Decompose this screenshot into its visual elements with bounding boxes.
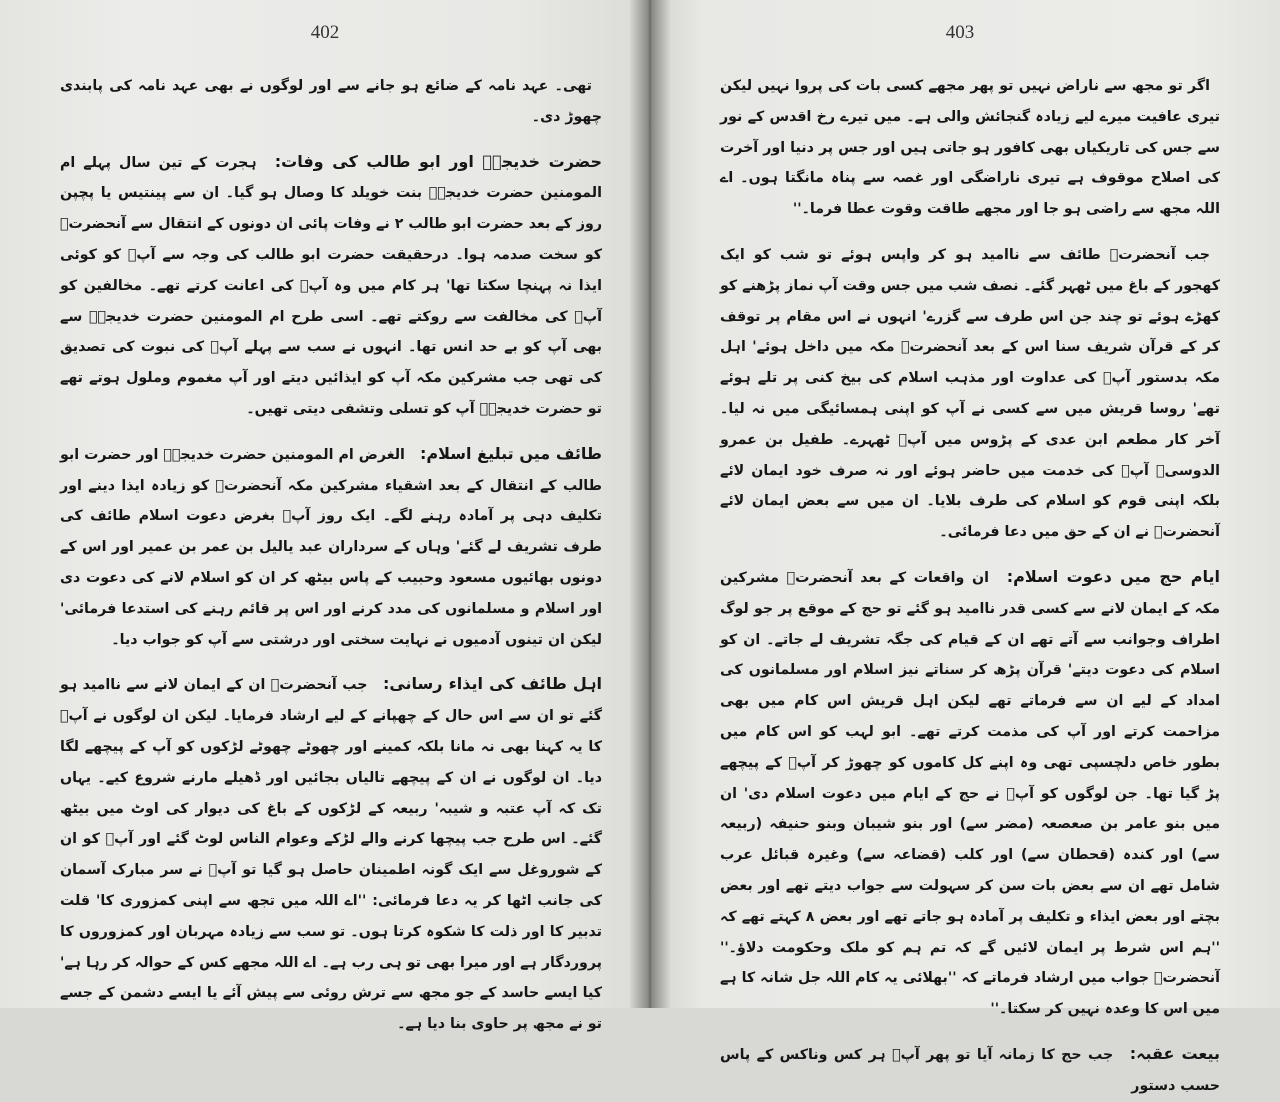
paragraph (720, 70, 1220, 225)
right-page (640, 0, 1280, 1094)
left-page-text (60, 70, 603, 1033)
right-page-text (720, 70, 1221, 1094)
paragraph (60, 70, 602, 133)
page-number: 403 (945, 22, 975, 43)
section-heading: طائف میں تبلیغ اسلام: (419, 443, 602, 463)
paragraph (720, 562, 1220, 1025)
paragraph (60, 147, 602, 425)
section-heading: بیعت عقبہ: (1129, 1043, 1221, 1063)
book-gutter (630, 0, 670, 1008)
paragraph-text: جب آنحضرتؐ ان کے ایمان لانے سے ناامید ہو گئے تو ان سے اس حال کے چھپانے کے لیے ارشاد فرمایا۔ لیکن ان لوگوں نے آپؐ کا یہ کہنا بھی نہ مانا بلکہ کمینے اور چھوٹے چھوٹے لڑکوں کو آپ کے پیچھے لگا دیا۔ ان لوگوں نے ان کے پیچھے تالیاں بجائیں اور ڈھیلے مارنے شروع کیے۔ یہاں تک کہ آپ عتبہ و شیبہ' ربیعہ کے لڑکوں کے باغ کی دیوار کی اوٹ میں بیٹھ گئے۔ اس طرح جب پیچھا کرنے والے لڑکے وعوام الناس لوٹ گئے اور آپؐ کو ان کے شوروغل سے ایک گونہ اطمینان حاصل ہو گیا تو آپؐ نے سر مبارک آسمان کی جانب اٹھا کر یہ دعا فرمائی: ''اے اللہ میں تجھ سے اپنی کمزوری کا' قلت تدبیر کا اور ذلت کا شکوہ کرتا ہوں۔ تو سب سے زیادہ مہربان اور کمزوروں کا پروردگار ہے اور میرا بھی تو ہی رب ہے۔ اے اللہ مجھے کس کے حوالہ کر رہا ہے' کیا ایسے حاسد کے جو مجھ سے ترش روئی سے پیش آئے یا ایسے دشمن کے جسے تو نے مجھ پر حاوی بنا دیا ہے۔ (60, 677, 602, 1033)
section-heading: ایام حج میں دعوت اسلام: (1006, 566, 1220, 586)
section-heading: اہل طائف کی ایذاء رسانی: (382, 674, 603, 694)
section-heading: حضرت خدیجہؓ اور ابو طالب کی وفات: (274, 151, 602, 171)
paragraph (720, 1039, 1220, 1102)
paragraph (60, 439, 602, 656)
paragraph-text: جب حج کا زمانہ آیا تو پھر آپؐ ہر کس وناکس کے پاس حسب دستور (720, 1046, 1220, 1094)
paragraph (60, 669, 602, 1040)
page-number: 402 (310, 22, 340, 43)
paragraph-text: جب آنحضرتؐ طائف سے ناامید ہو کر واپس ہوئے تو شب کو ایک کھجور کے باغ میں ٹھہر گئے۔ نصف شب میں جس وقت آپ نماز پڑھنے کو کھڑے ہوئے تو چند جن اس طرف سے گزرے' انہوں نے اس مقام پر توقف کر کے قرآن شریف سنا اس کے بعد آنحضرتؐ مکہ میں داخل ہوئے' اہل مکہ بدستور آپؐ کی عداوت اور مذہب اسلام کی بیخ کنی پر تلے ہوئے تھے' روسا قریش میں سے کسی نے آپ کو اپنی ہمسائیگی میں نہ لیا۔ آخر کار مطعم ابن عدی کے پڑوس میں آپؐ ٹھہرے۔ طفیل بن عمرو الدوسیؓ آپؐ کی خدمت میں حاضر ہوئے اور نہ صرف خود ایمان لائے بلکہ اپنی قوم کو اسلام کی طرف بلایا۔ ان میں سے بعض ایمان لائے آنحضرتؐ نے ان کے حق میں دعا فرمائی۔ (720, 246, 1220, 541)
paragraph-text: ہجرت کے تین سال پہلے ام المومنین حضرت خدیجہؓ بنت خویلد کا وصال ہو گیا۔ ان سے پینتیس یا پچپن روز کے بعد حضرت ابو طالب ۲ نے وفات پائی ان دونوں کے انتقال سے آنحضرتؐ کو سخت صدمہ ہوا۔ درحقیقت حضرت ابو طالب کی وجہ سے آپؐ کو کوئی ایذا نہ پہنچا سکتا تھا' ہر کام میں وہ آپؐ کی اعانت کرتے تھے۔ مخالفین کو آپؐ کی مخالفت سے روکتے تھے۔ اسی طرح ام المومنین حضرت خدیجہؓ سے بھی آپ کو بے حد انس تھا۔ انہوں نے سب سے پہلے آپؐ کی نبوت کی تصدیق کی تھی جب مشرکین مکہ آپ کو ایذائیں دیتے اور آپ مغموم وملول ہوتے تھے تو حضرت خدیجہؓ آپ کو تسلی وتشفی دیتی تھیں۔ (60, 154, 602, 417)
paragraph (720, 239, 1220, 548)
paragraph-text: ان واقعات کے بعد آنحضرتؐ مشرکین مکہ کے ایمان لانے سے کسی قدر ناامید ہو گئے تو حج کے موقع پر جو لوگ اطراف وجوانب سے آتے تھے ان کے قیام کی جگہ تشریف لے جاتے۔ ان کو اسلام کی دعوت دیتے' قرآن پڑھ کر سناتے نیز اسلام اور مسلمانوں کی امداد کے لیے ان سے فرماتے تھے لیکن اہل قریش اس کام میں بھی مزاحمت کرتے اور آپ کی مذمت کرتے تھے۔ ابو لہب کو اس کام میں بطور خاص دلچسپی تھی وہ اپنے کل کاموں کو چھوڑ کر آپؐ کے پیچھے پڑ گیا تھا۔ جن لوگوں کو آپؐ نے حج کے ایام میں دعوت اسلام دی' ان میں بنو عامر بن صعصعہ (مضر سے) اور بنو شیبان وبنو حنیفہ (ربیعہ سے) اور کندہ (قحطان سے) اور کلب (قضاعہ سے) وغیرہ قبائل عرب شامل تھے ان سے بعض بات سن کر سہولت سے جواب دیتے تھے اور بعض بچتے اور بعض ایذاء و تکلیف پر آمادہ ہو جاتے تھے اور بعض ۸ کہتے تھے کہ ''ہم اس شرط پر ایمان لائیں گے کہ تم ہم کو ملک وحکومت دلاؤ۔'' آنحضرتؐ جواب میں ارشاد فرماتے کہ ''بھلائی یہ کام اللہ جل شانہ کا ہے میں اس کا وعدہ نہیں کر سکتا۔'' (720, 569, 1221, 1018)
paragraph-text: اگر تو مجھ سے ناراض نہیں تو پھر مجھے کسی بات کی پروا نہیں لیکن تیری عافیت میرے لیے زیادہ گنجائش والی ہے۔ میں تیرے رخ اقدس کے نور سے جس کی تاریکیاں بھی کافور ہو جاتی ہیں اور جس پر دنیا اور آخرت کی اصلاح موقوف ہے تیری ناراضگی اور غصہ سے پناہ مانگتا ہوں۔ اے اللہ مجھ سے راضی ہو جا اور مجھے طاقت وقوت عطا فرما۔'' (720, 78, 1220, 218)
paragraph-text: الغرض ام المومنین حضرت خدیجہؓ اور حضرت ابو طالب کے انتقال کے بعد اشقیاء مشرکین مکہ آنحضرتؐ کو زیادہ ایذا دینے اور تکلیف دہی پر آمادہ رہنے لگے۔ ایک روز آپؐ بغرض دعوت اسلام طائف کی طرف تشریف لے گئے' وہاں کے سرداران عبد یالیل بن عمر بن عمیر اور اس کے دونوں بھائیوں مسعود وحبیب کے پاس بیٹھ کر ان کو اسلام لانے کی دعوت دی اور اسلام و مسلمانوں کی مدد کرنے اور اس پر قائم رہنے کی استدعا فرمائی' لیکن ان تینوں آدمیوں نے نہایت سختی اور درشتی سے آپ کو جواب دیا۔ (60, 446, 602, 648)
paragraph-text: تھی۔ عہد نامہ کے ضائع ہو جانے سے اور لوگوں نے بھی عہد نامہ کی پابندی چھوڑ دی۔ (60, 78, 602, 125)
left-page (0, 0, 640, 1033)
